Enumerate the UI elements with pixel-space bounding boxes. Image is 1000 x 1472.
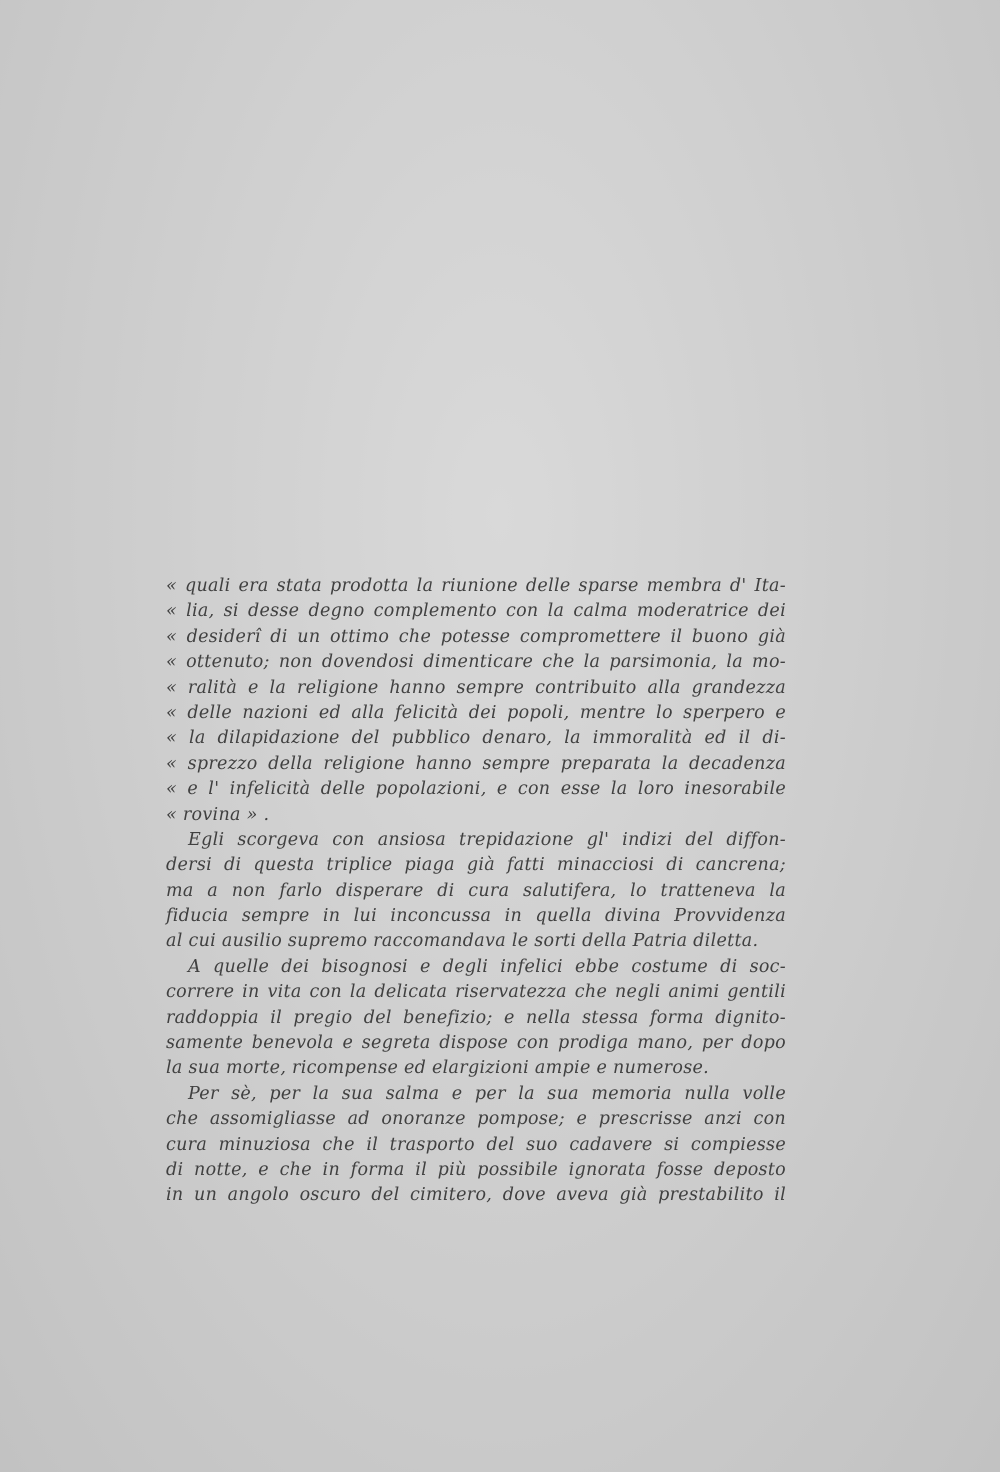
text-line: raddoppia il pregio del benefizio; e nella stessa forma dignito-	[166, 1007, 786, 1028]
text-line: « desiderî di un ottimo che potesse compromettere il buono già	[166, 626, 786, 647]
text-line: « ottenuto; non dovendosi dimenticare che la parsimonia, la mo-	[166, 652, 786, 673]
text-line: che assomigliasse ad onoranze pompose; e prescrisse anzi con	[166, 1109, 786, 1130]
text-line: « sprezzo della religione hanno sempre preparata la decadenza	[166, 753, 786, 774]
paragraph-2	[166, 955, 786, 1082]
text-line: « lia, si desse degno complemento con la calma moderatrice dei	[166, 601, 786, 622]
text-line: « ralità e la religione hanno sempre contribuito alla grandezza	[166, 677, 786, 698]
text-line: ma a non farlo disperare di cura salutifera, lo tratteneva la	[166, 880, 786, 901]
text-line: Egli scorgeva con ansiosa trepidazione gl' indizi del diffon-	[188, 829, 786, 850]
text-line: al cui ausilio supremo raccomandava le sorti della Patria diletta.	[166, 931, 759, 952]
text-line: A quelle dei bisognosi e degli infelici ebbe costume di soc-	[188, 956, 786, 977]
body-text	[166, 574, 786, 1209]
paragraph-3	[166, 1082, 786, 1209]
text-line: fiducia sempre in lui inconcussa in quella divina Provvidenza	[166, 906, 786, 927]
text-line: samente benevola e segreta dispose con prodiga mano, per dopo	[166, 1033, 786, 1054]
text-line: Per sè, per la sua salma e per la sua memoria nulla volle	[188, 1083, 786, 1104]
text-line: « quali era stata prodotta la riunione delle sparse membra d' Ita-	[166, 576, 786, 596]
text-line: « delle nazioni ed alla felicità dei popoli, mentre lo sperpero e	[166, 702, 786, 723]
text-line: la sua morte, ricompense ed elargizioni ampie e numerose.	[166, 1058, 709, 1079]
text-line: correre in vita con la delicata riservatezza che negli animi gentili	[166, 982, 786, 1003]
text-line: di notte, e che in forma il più possibile ignorata fosse deposto	[166, 1159, 786, 1180]
text-line: in un angolo oscuro del cimitero, dove aveva già prestabilito il	[166, 1185, 786, 1206]
text-line: cura minuziosa che il trasporto del suo cadavere si compiesse	[166, 1134, 786, 1155]
text-line: « la dilapidazione del pubblico denaro, la immoralità ed il di-	[166, 728, 786, 749]
paragraph-1	[166, 828, 786, 955]
text-line: « e l' infelicità delle popolazioni, e con esse la loro inesorabile	[166, 779, 786, 800]
text-line: dersi di questa triplice piaga già fatti minacciosi di cancrena;	[166, 855, 786, 876]
text-line: « rovina » .	[166, 804, 270, 825]
quote-block	[166, 574, 786, 828]
